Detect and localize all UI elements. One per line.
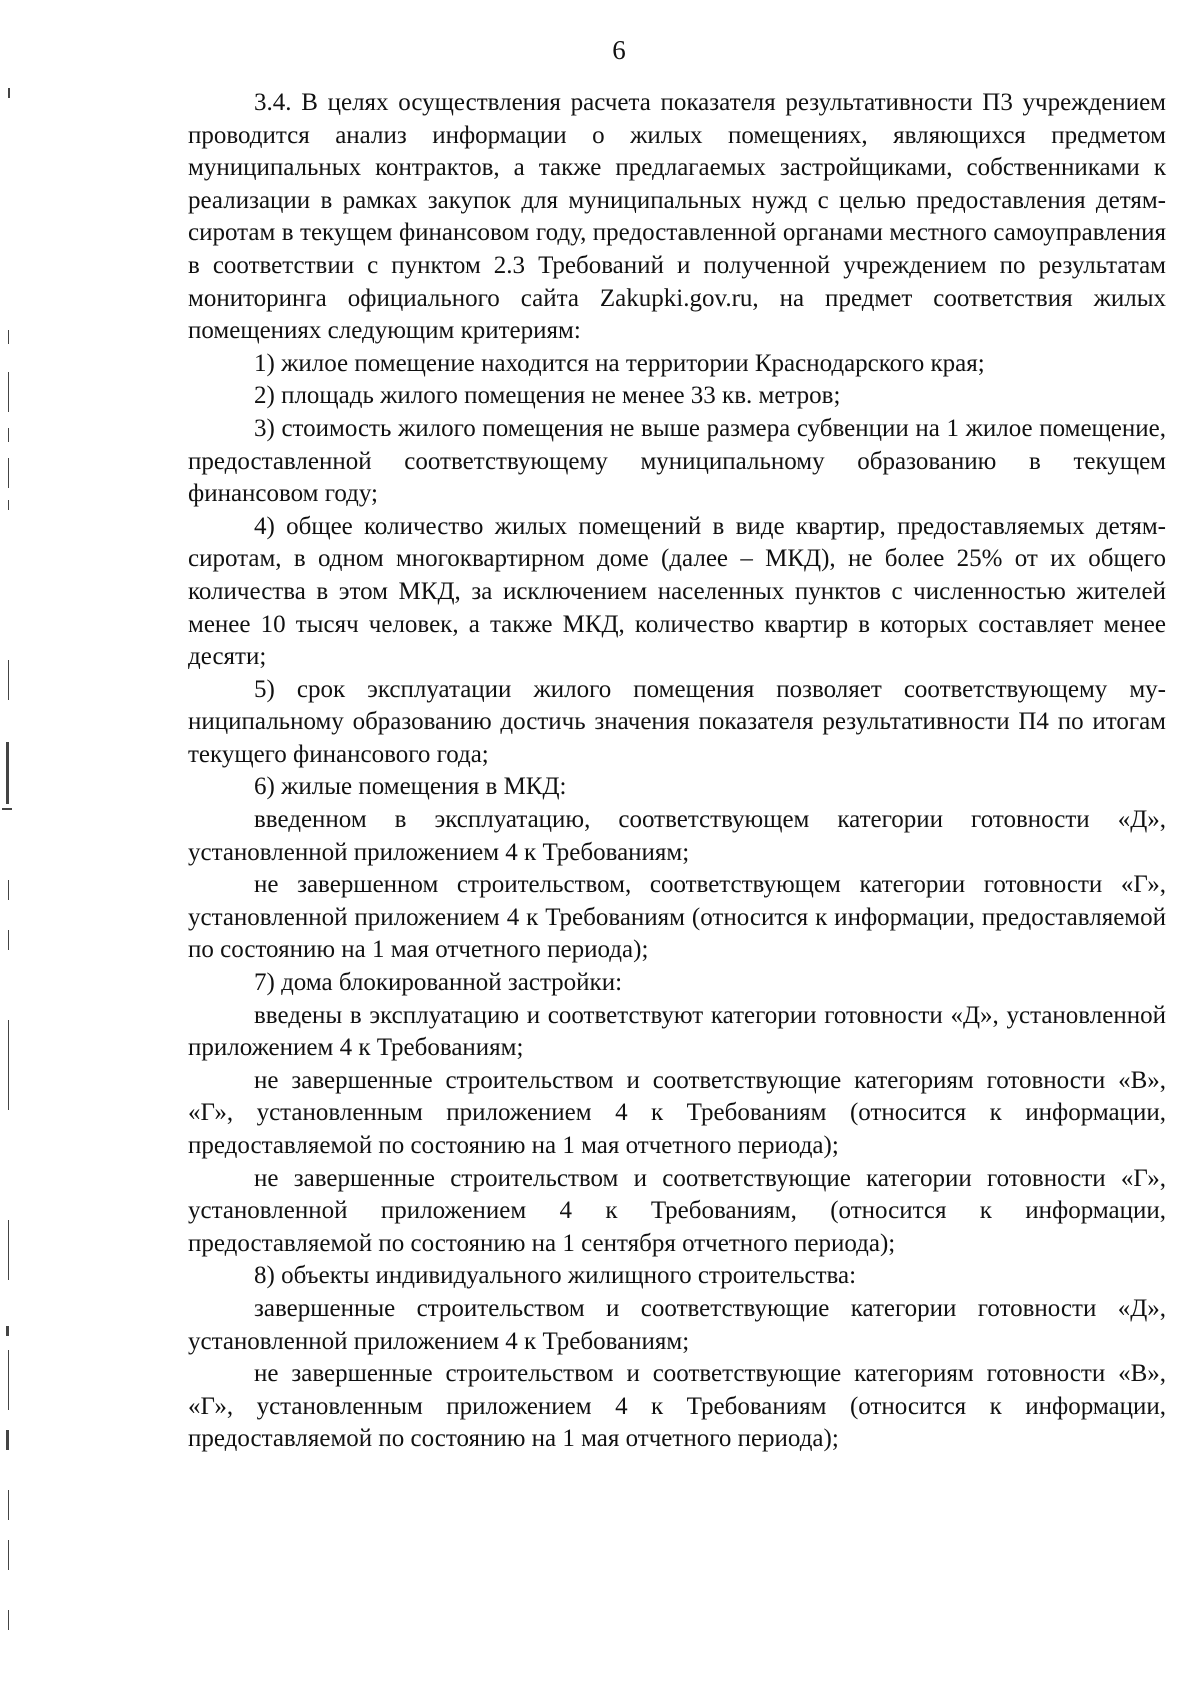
criterion-8-item-2: не завершенные строительством и соответствующие категориям готовности «В», «Г», установленным приложением 4 к Требованиям (относится к информации, предоставляемой по состоянию на 1 мая отчетного периода); bbox=[188, 1360, 1166, 1453]
criterion-4: 4) общее количество жилых помещений в виде квартир, предоставляемых детям-сиротам, в одном многоквартирном доме (далее – МКД), не более 25% от их общего количества в этом МКД, за исключением населенных пунктов с численностью жителей менее 10 тысяч человек, а также МКД, количество квартир в которых составляет менее десяти; bbox=[188, 512, 1166, 671]
criterion-8: 8) объекты индивидуального жилищного строительства: bbox=[254, 1262, 857, 1290]
criterion-8-item-1: завершенные строительством и соответствующие категории готовности «Д», установленной приложением 4 к Требованиям; bbox=[188, 1294, 1166, 1355]
criterion-6: 6) жилые помещения в МКД: bbox=[254, 773, 567, 801]
document-body bbox=[188, 87, 1166, 1456]
criterion-1: 1) жилое помещение находится на территории Краснодарского края; bbox=[254, 349, 985, 377]
criterion-7: 7) дома блокированной застройки: bbox=[254, 969, 623, 997]
criterion-6-item-1: введенном в эксплуатацию, соответствующем категории готовности «Д», установленной приложением 4 к Требованиям; bbox=[188, 806, 1166, 866]
criterion-2: 2) площадь жилого помещения не менее 33 кв. метров; bbox=[254, 382, 841, 410]
criterion-3: 3) стоимость жилого помещения не выше размера субвенции на 1 жилое помещение, предоставленной соответствующему муниципальному образованию в текущем финансовом году; bbox=[188, 414, 1166, 508]
criterion-6-item-2: не завершенном строительством, соответствующем категории готовности «Г», установленной приложением 4 к Требованиям (относится к информации, предоставляемой по состоянию на 1 мая отчетного периода); bbox=[188, 871, 1166, 964]
scan-margin-artifacts bbox=[0, 0, 30, 1697]
criterion-7-item-1: введены в эксплуатацию и соответствуют категории готовности «Д», установленной приложением 4 к Требованиям; bbox=[188, 1001, 1166, 1062]
criterion-7-item-3: не завершенные строительством и соответствующие категории готовности «Г», установленной приложением 4 к Требованиям, (относится к информации, предоставляемой по состоянию на 1 сентября отчетного периода); bbox=[188, 1164, 1166, 1257]
criterion-5: 5) срок эксплуатации жилого помещения позволяет соответствующему муниципальному образованию достичь значения показателя результативности П4 по итогам текущего финансового года; bbox=[188, 675, 1166, 768]
paragraph-3-4: 3.4. В целях осуществления расчета показателя результативности П3 учреждением проводится анализ информации о жилых помещениях, являющихся предметом муниципальных контрактов, а также предлагаемых застройщиками, собственниками к реализации в рамках закупок для муниципальных нужд с целью предоставления детям-сиротам в текущем финансовом году, предоставленной органами местного самоуправления в соответствии с пунктом 2.3 Требований и полученной учреждением по результатам мониторинга официального сайта Zakupki.gov.ru, на предмет соответствия жилых помещениях следующим критериям: bbox=[188, 89, 1166, 345]
criterion-7-item-2: не завершенные строительством и соответствующие категориям готовности «В», «Г», установленным приложением 4 к Требованиям (относится к информации, предоставляемой по состоянию на 1 мая отчетного периода); bbox=[188, 1066, 1166, 1159]
page-number: 6 bbox=[612, 35, 626, 65]
